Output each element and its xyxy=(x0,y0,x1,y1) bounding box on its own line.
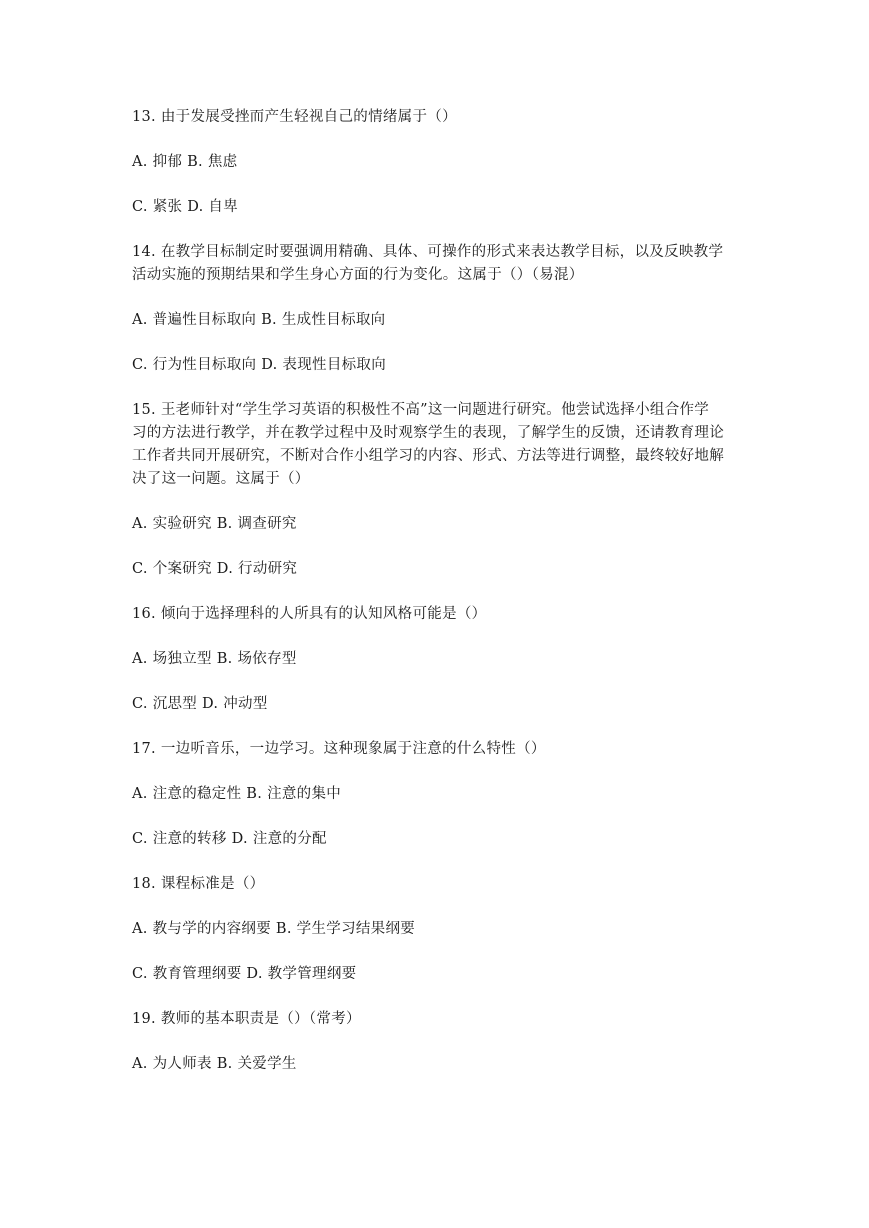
option-line xyxy=(132,309,752,332)
question-16 xyxy=(132,603,752,626)
question-13 xyxy=(132,106,752,129)
question-17 xyxy=(132,738,752,761)
question-options: A. 教与学的内容纲要 B. 学生学习结果纲要 xyxy=(132,921,416,937)
option-line xyxy=(132,693,752,716)
option-line xyxy=(132,828,752,851)
question-stem: 决了这一问题。这属于（） xyxy=(132,471,310,487)
question-stem: 16. 倾向于选择理科的人所具有的认知风格可能是（） xyxy=(132,606,487,622)
question-14 xyxy=(132,241,752,287)
question-19 xyxy=(132,1008,752,1031)
question-options: A. 为人师表 B. 关爱学生 xyxy=(132,1056,297,1072)
question-options: A. 场独立型 B. 场依存型 xyxy=(132,651,297,667)
option-line xyxy=(132,196,752,219)
question-options: C. 沉思型 D. 冲动型 xyxy=(132,696,268,712)
question-stem: 14. 在教学目标制定时要强调用精确、具体、可操作的形式来表达教学目标，以及反映教学 xyxy=(132,244,724,260)
question-15 xyxy=(132,399,752,491)
document-page xyxy=(132,106,752,1076)
question-stem: 习的方法进行教学，并在教学过程中及时观察学生的表现，了解学生的反馈，还请教育理论 xyxy=(132,425,724,441)
question-options: C. 个案研究 D. 行动研究 xyxy=(132,561,298,577)
option-line xyxy=(132,151,752,174)
option-line xyxy=(132,354,752,377)
question-stem: 活动实施的预期结果和学生身心方面的行为变化。这属于（）（易混） xyxy=(132,267,584,283)
question-stem: 13. 由于发展受挫而产生轻视自己的情绪属于（） xyxy=(132,109,457,125)
question-stem: 工作者共同开展研究，不断对合作小组学习的内容、形式、方法等进行调整，最终较好地解 xyxy=(132,448,724,464)
option-line xyxy=(132,513,752,536)
question-options: A. 注意的稳定性 B. 注意的集中 xyxy=(132,786,342,802)
question-options: C. 注意的转移 D. 注意的分配 xyxy=(132,831,327,847)
question-18 xyxy=(132,873,752,896)
question-stem: 15. 王老师针对“学生学习英语的积极性不高”这一问题进行研究。他尝试选择小组合作学 xyxy=(132,402,710,418)
option-line xyxy=(132,918,752,941)
question-options: A. 实验研究 B. 调查研究 xyxy=(132,516,297,532)
question-options: A. 抑郁 B. 焦虑 xyxy=(132,154,238,170)
option-line xyxy=(132,558,752,581)
question-stem: 18. 课程标准是（） xyxy=(132,876,265,892)
option-line xyxy=(132,1053,752,1076)
question-options: A. 普遍性目标取向 B. 生成性目标取向 xyxy=(132,312,386,328)
option-line xyxy=(132,963,752,986)
question-stem: 19. 教师的基本职责是（）（常考） xyxy=(132,1011,361,1027)
question-options: C. 紧张 D. 自卑 xyxy=(132,199,239,215)
question-options: C. 行为性目标取向 D. 表现性目标取向 xyxy=(132,357,387,373)
question-options: C. 教育管理纲要 D. 教学管理纲要 xyxy=(132,966,357,982)
option-line xyxy=(132,648,752,671)
option-line xyxy=(132,783,752,806)
question-stem: 17. 一边听音乐，一边学习。这种现象属于注意的什么特性（） xyxy=(132,741,546,757)
